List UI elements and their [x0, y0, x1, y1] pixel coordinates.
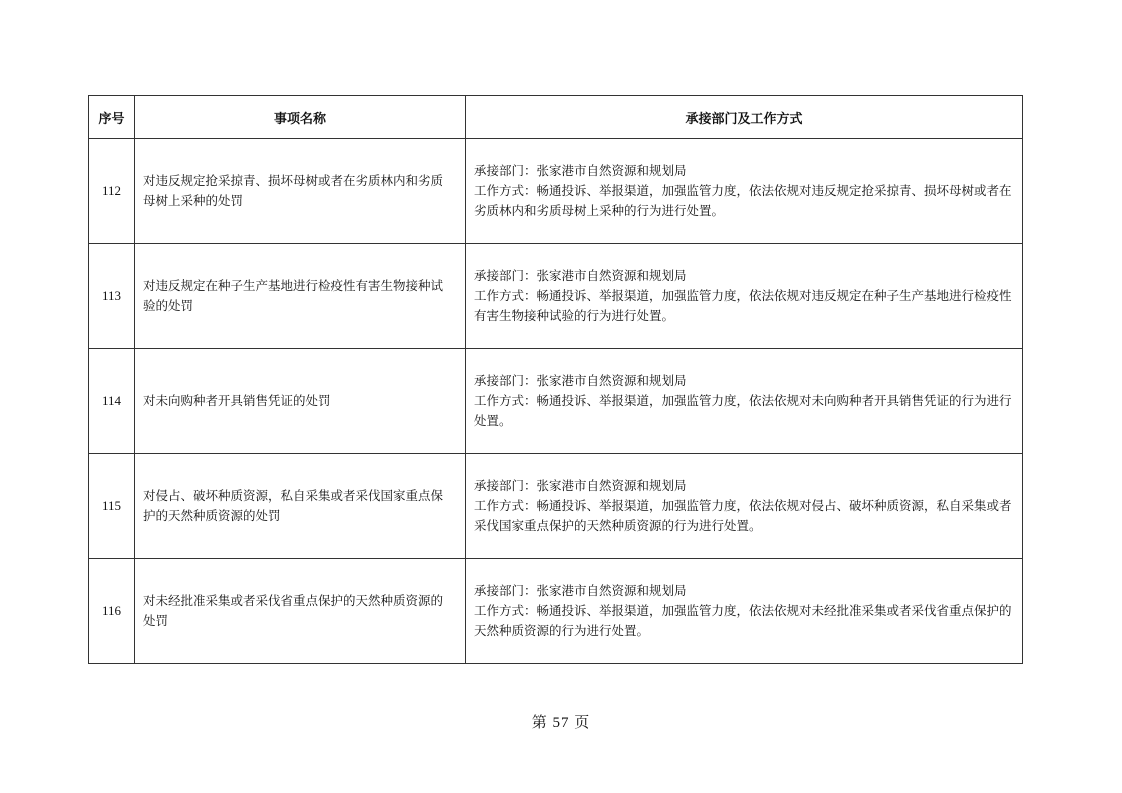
row-item-name: 对未经批准采集或者采伐省重点保护的天然种质资源的处罚 — [135, 559, 466, 664]
row-serial-number: 116 — [89, 559, 135, 664]
row-work-method: 工作方式：畅通投诉、举报渠道，加强监管力度，依法依规对违反规定抢采掠青、损坏母树或者在劣质林内和劣质母树上采种的行为进行处置。 — [474, 183, 1012, 218]
row-work-method: 工作方式：畅通投诉、举报渠道，加强监管力度，依法依规对未向购种者开具销售凭证的行为进行处置。 — [474, 393, 1012, 428]
row-work-method: 工作方式：畅通投诉、举报渠道，加强监管力度，依法依规对未经批准采集或者采伐省重点保护的天然种质资源的行为进行处置。 — [474, 603, 1012, 638]
header-item-name: 事项名称 — [135, 96, 466, 139]
row-serial-number: 112 — [89, 139, 135, 244]
header-serial-number: 序号 — [89, 96, 135, 139]
row-serial-number: 113 — [89, 244, 135, 349]
row-item-name: 对未向购种者开具销售凭证的处罚 — [135, 349, 466, 454]
row-item-name: 对违反规定在种子生产基地进行检疫性有害生物接种试验的处罚 — [135, 244, 466, 349]
row-item-name: 对侵占、破坏种质资源，私自采集或者采伐国家重点保护的天然种质资源的处罚 — [135, 454, 466, 559]
table-row — [89, 349, 1023, 454]
row-department: 承接部门：张家港市自然资源和规划局 — [474, 268, 687, 283]
row-department-method — [466, 139, 1023, 244]
table-row — [89, 454, 1023, 559]
table-row — [89, 559, 1023, 664]
table-header-row — [89, 96, 1023, 139]
row-serial-number: 114 — [89, 349, 135, 454]
row-department: 承接部门：张家港市自然资源和规划局 — [474, 583, 687, 598]
row-department-method — [466, 349, 1023, 454]
header-department-method: 承接部门及工作方式 — [466, 96, 1023, 139]
row-department: 承接部门：张家港市自然资源和规划局 — [474, 478, 687, 493]
table-row — [89, 139, 1023, 244]
page-number: 第 57 页 — [531, 715, 591, 731]
row-department-method — [466, 244, 1023, 349]
row-item-name: 对违反规定抢采掠青、损坏母树或者在劣质林内和劣质母树上采种的处罚 — [135, 139, 466, 244]
row-work-method: 工作方式：畅通投诉、举报渠道，加强监管力度，依法依规对违反规定在种子生产基地进行检疫性有害生物接种试验的行为进行处置。 — [474, 288, 1012, 323]
row-work-method: 工作方式：畅通投诉、举报渠道，加强监管力度，依法依规对侵占、破坏种质资源，私自采集或者采伐国家重点保护的天然种质资源的行为进行处置。 — [474, 498, 1012, 533]
row-department: 承接部门：张家港市自然资源和规划局 — [474, 163, 687, 178]
table-row — [89, 244, 1023, 349]
row-serial-number: 115 — [89, 454, 135, 559]
row-department-method — [466, 559, 1023, 664]
row-department: 承接部门：张家港市自然资源和规划局 — [474, 373, 687, 388]
row-department-method — [466, 454, 1023, 559]
items-table — [88, 95, 1023, 664]
